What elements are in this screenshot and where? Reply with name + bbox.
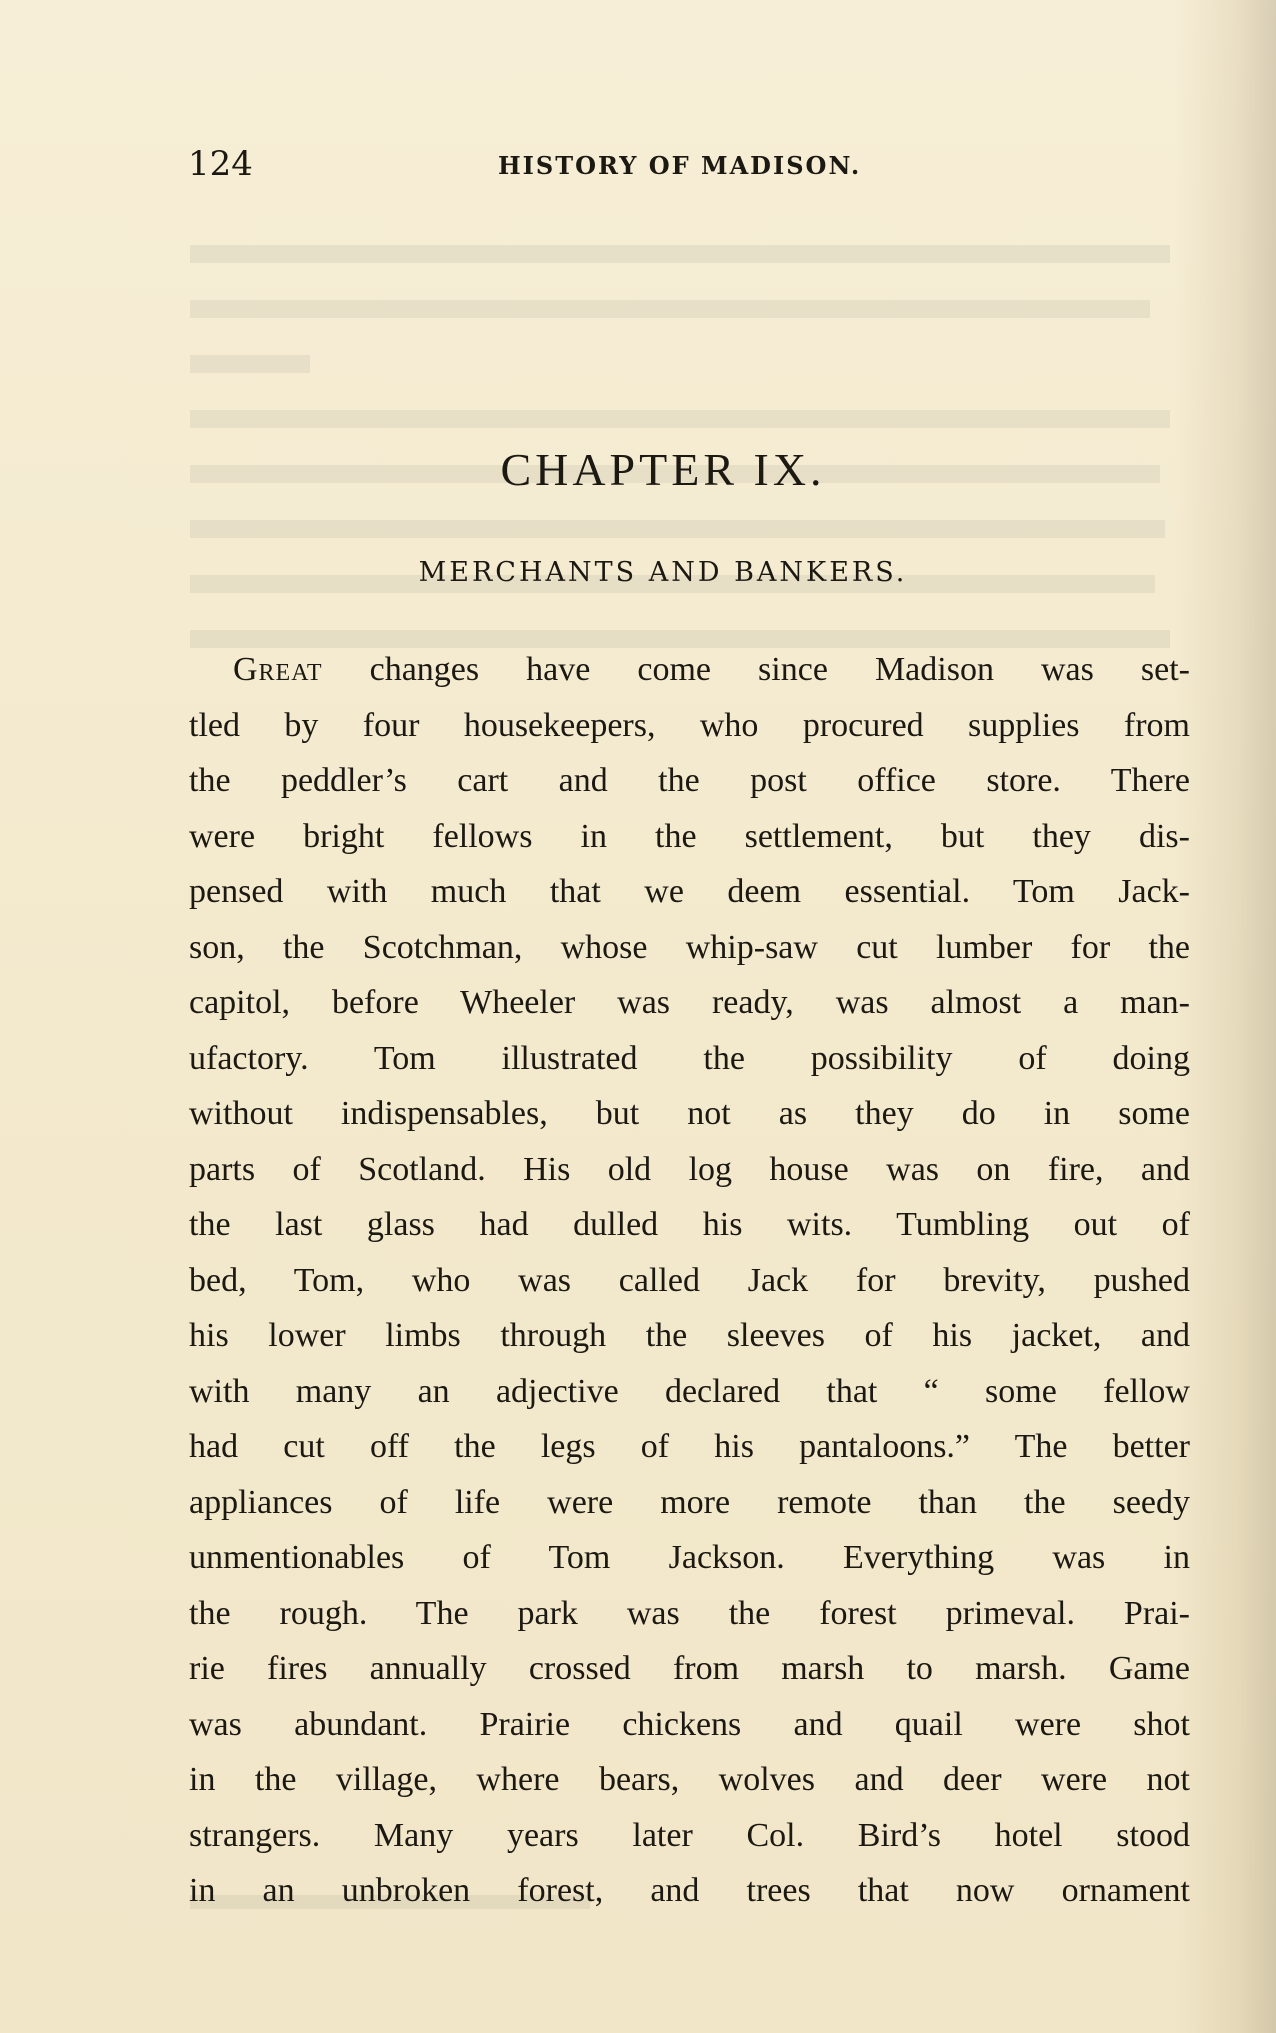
text-line: son, the Scotchman, whose whip-saw cut lumber for the (189, 928, 1190, 966)
text-line: unmentionables of Tom Jackson. Everything was in (189, 1539, 1190, 1576)
chapter-title: CHAPTER IX. (500, 444, 826, 495)
text-line: was abundant. Prairie chickens and quail were shot (189, 1705, 1190, 1743)
text-line: the peddler’s cart and the post office store. There (189, 762, 1190, 799)
text-line: in the village, where bears, wolves and deer were not (189, 1761, 1190, 1798)
text-line: were bright fellows in the settlement, but they dis- (189, 817, 1190, 855)
text-line: without indispensables, but not as they do in some (189, 1095, 1190, 1132)
text-line: bed, Tom, who was called Jack for brevity, pushed (189, 1261, 1190, 1299)
text-line: capitol, before Wheeler was ready, was almost a man- (189, 984, 1190, 1021)
text-line: the last glass had dulled his wits. Tumbling out of (189, 1206, 1190, 1243)
body-paragraph (189, 642, 1190, 1919)
text-line: rie fires annually crossed from marsh to marsh. Game (189, 1650, 1190, 1687)
chapter-subtitle: MERCHANTS AND BANKERS. (418, 557, 908, 588)
text-line: with many an adjective declared that “ some fellow (189, 1372, 1190, 1410)
text-line: pensed with much that we deem essential. Tom Jack- (189, 873, 1190, 910)
text-line: the rough. The park was the forest primeval. Prai- (189, 1594, 1190, 1632)
text-line: parts of Scotland. His old log house was on fire, and (189, 1150, 1190, 1188)
text-line: had cut off the legs of his pantaloons.” The better (189, 1428, 1190, 1465)
running-head (188, 142, 1198, 186)
first-line-text: changes have come since Madison was set- (369, 651, 1191, 688)
lead-word: Great (233, 651, 323, 688)
text-line: strangers. Many years later Col. Bird’s hotel stood (189, 1816, 1190, 1854)
text-line: appliances of life were more remote than the seedy (189, 1483, 1190, 1521)
text-line (189, 642, 1190, 698)
page-number: 124 (188, 144, 253, 184)
running-title: HISTORY OF MADISON. (498, 151, 862, 180)
text-line: in an unbroken forest, and trees that now ornament (189, 1872, 1190, 1909)
text-line: his lower limbs through the sleeves of his jacket, and (189, 1317, 1190, 1354)
text-line: tled by four housekeepers, who procured supplies from (189, 706, 1190, 744)
text-line: ufactory. Tom illustrated the possibility of doing (189, 1039, 1190, 1077)
